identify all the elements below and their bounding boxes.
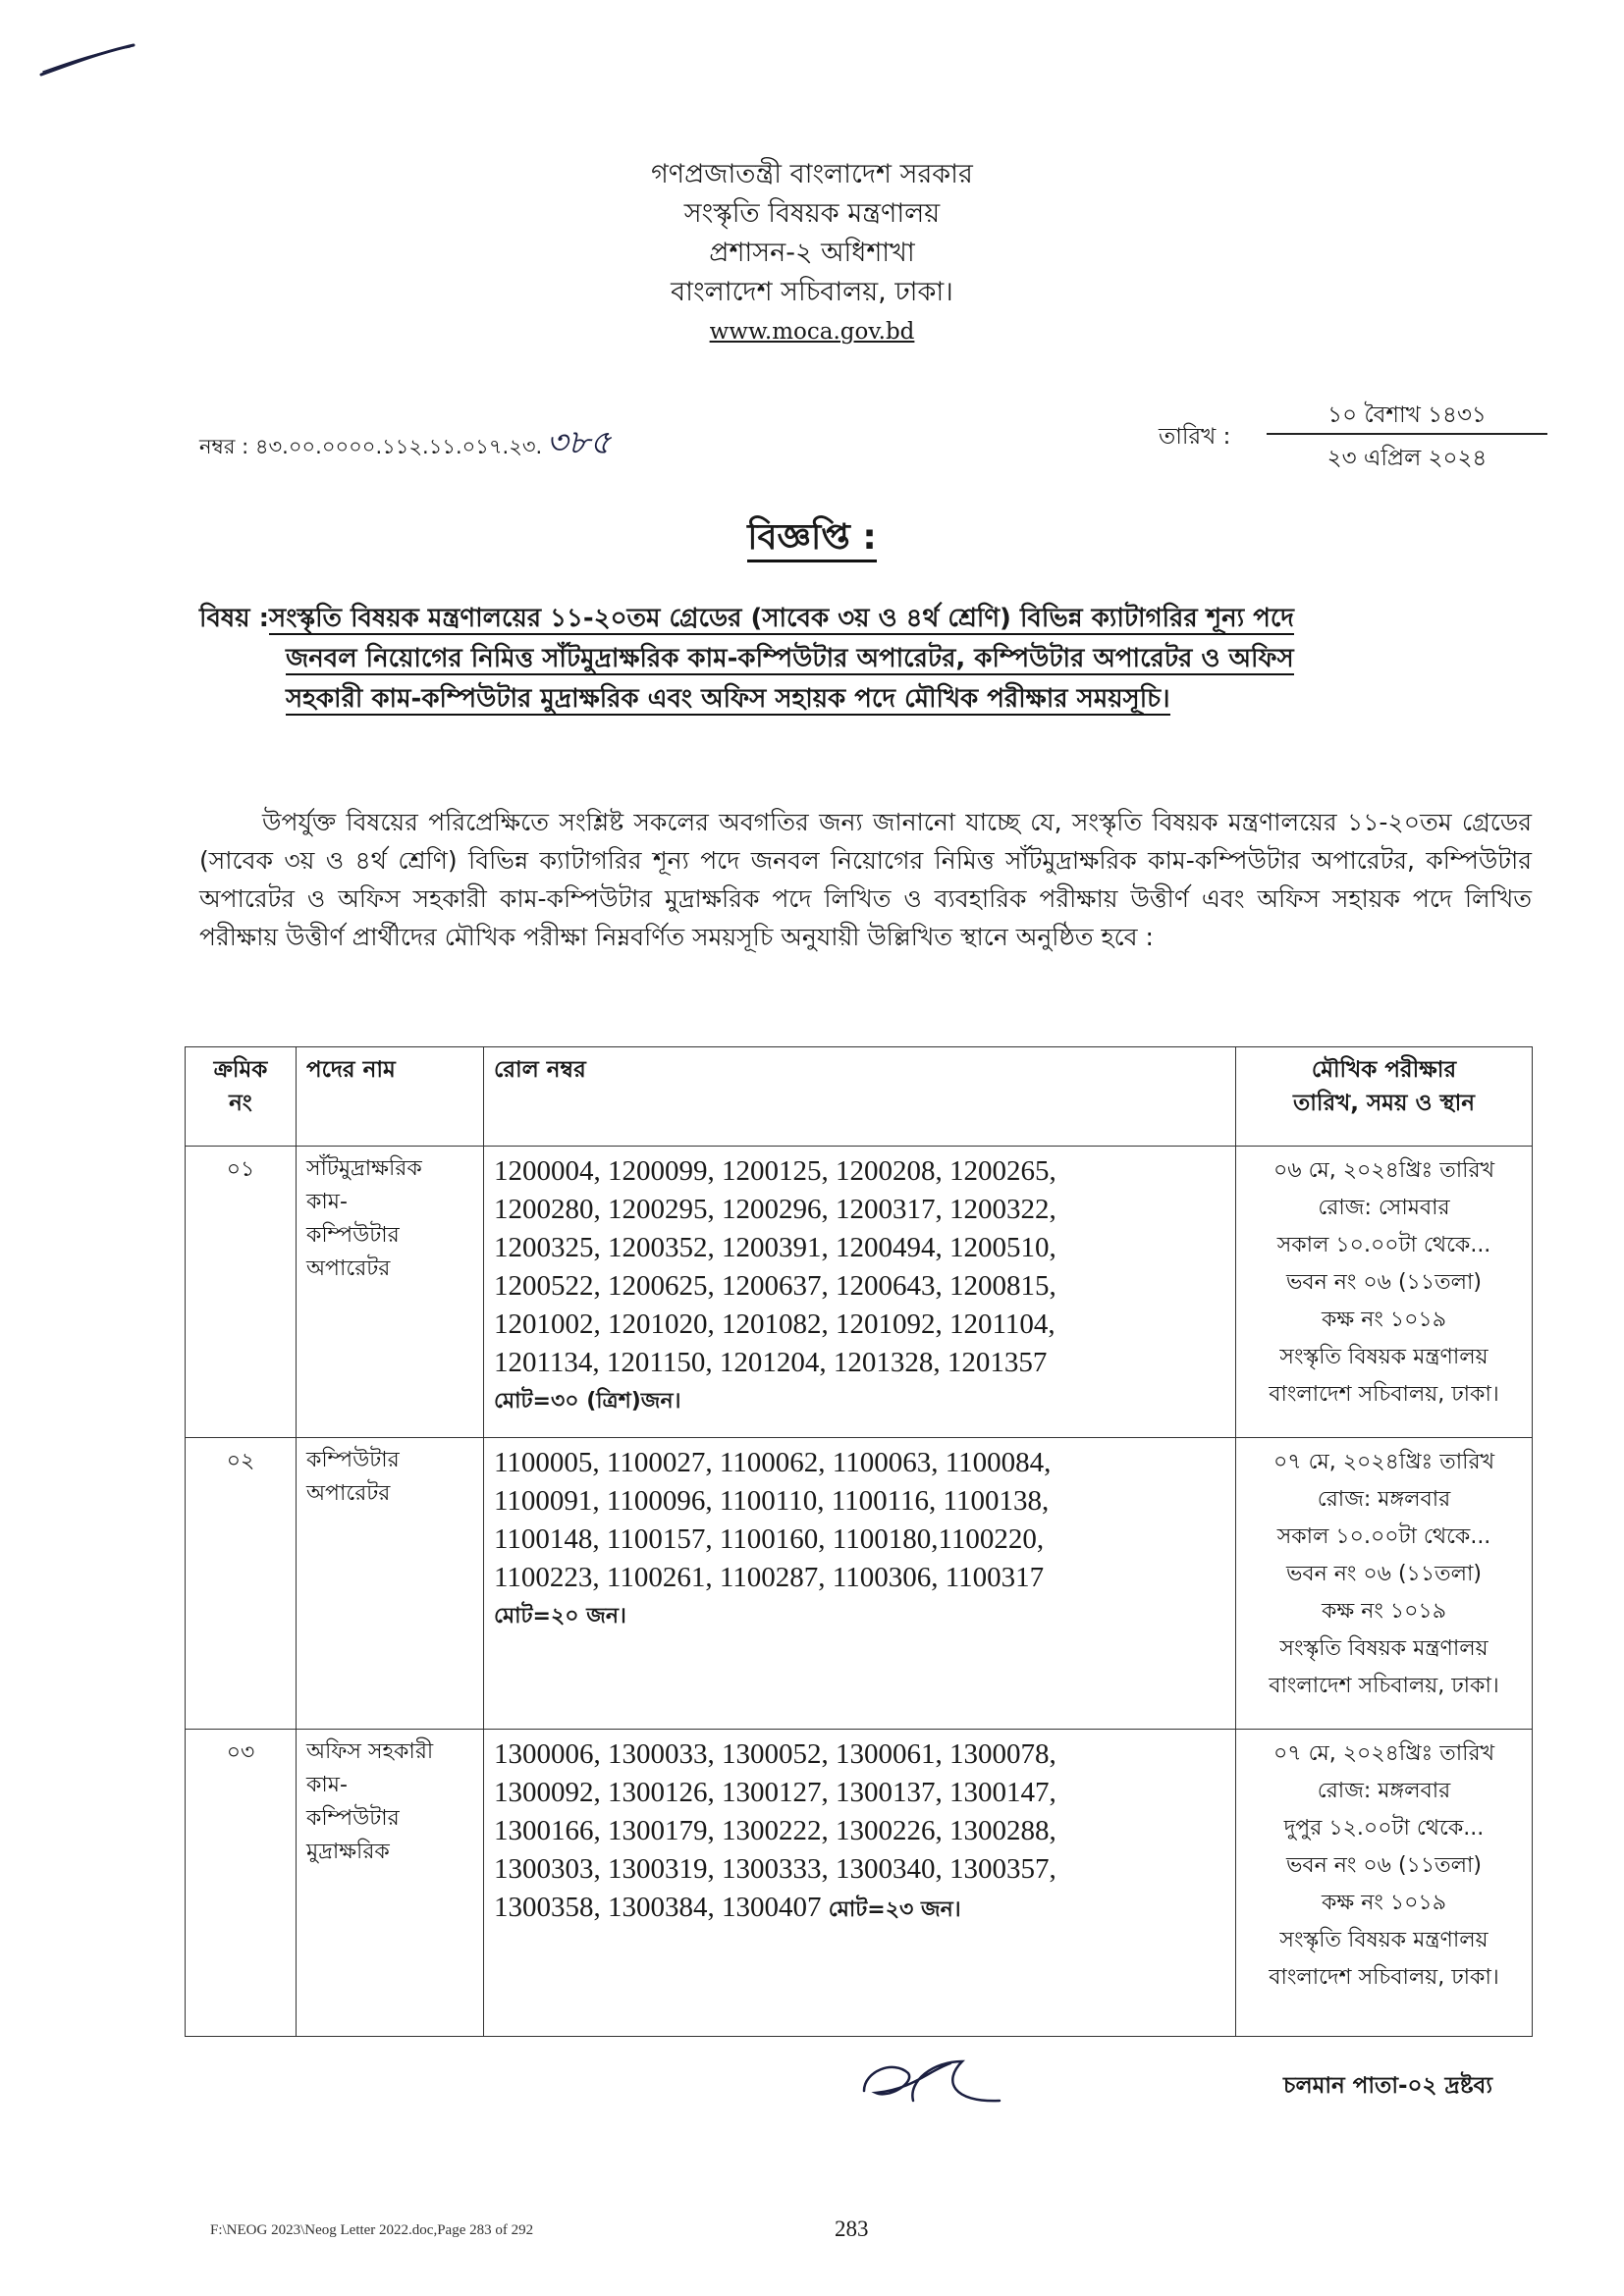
cell-post-line: সাঁটমুদ্রাক্ষরিক xyxy=(306,1156,422,1181)
viva-address: বাংলাদেশ সচিবালয়, ঢাকা। xyxy=(1269,1965,1499,1990)
schedule-table xyxy=(185,1046,1533,2037)
cell-post-line: মুদ্রাক্ষরিক xyxy=(306,1840,390,1864)
cell-post-line: অপারেটর xyxy=(306,1481,391,1506)
viva-date: ০৭ মে, ২০২৪খ্রিঃ তারিখ xyxy=(1272,1450,1495,1474)
viva-building: ভবন নং ০৬ (১১তলা) xyxy=(1286,1562,1482,1586)
viva-room: কক্ষ নং ১০১৯ xyxy=(1322,1308,1446,1332)
cell-rolls xyxy=(484,1438,1236,1730)
roll-line-last xyxy=(494,1889,1225,1929)
letterhead xyxy=(0,155,1624,351)
viva-date: ০৬ মে, ২০২৪খ্রিঃ তারিখ xyxy=(1272,1158,1495,1183)
cell-rolls xyxy=(484,1730,1236,2037)
memo-number xyxy=(199,417,611,473)
cell-viva xyxy=(1236,1147,1533,1438)
cell-post xyxy=(297,1730,484,2037)
date-label: তারিখ : xyxy=(1159,424,1231,450)
cell-serial: ০৩ xyxy=(186,1730,297,2037)
roll-line: 1100005, 1100027, 1100062, 1100063, 1100084, xyxy=(494,1447,1052,1478)
cell-post-line: কাম- xyxy=(306,1190,348,1214)
roll-line: 1300006, 1300033, 1300052, 1300061, 1300078, xyxy=(494,1738,1056,1770)
cell-serial: ০২ xyxy=(186,1438,297,1730)
page-number: 283 xyxy=(835,2216,869,2241)
roll-line: 1300166, 1300179, 1300222, 1300226, 1300288, xyxy=(494,1815,1056,1846)
table-row xyxy=(186,1438,1533,1730)
cell-viva xyxy=(1236,1730,1533,2037)
letterhead-website[interactable]: www.moca.gov.bd xyxy=(709,319,915,345)
memo-number-text: নম্বর : ৪৩.০০.০০০০.১১২.১১.০১৭.২৩. xyxy=(199,435,543,458)
header-viva xyxy=(1236,1047,1533,1147)
roll-line: 1100091, 1100096, 1100110, 1100116, 1100138, xyxy=(494,1485,1050,1517)
header-viva-line2: তারিখ, সময় ও স্থান xyxy=(1292,1091,1476,1116)
viva-room: কক্ষ নং ১০১৯ xyxy=(1322,1891,1446,1915)
roll-line: 1300092, 1300126, 1300127, 1300137, 1300147, xyxy=(494,1777,1056,1808)
roll-line: 1200325, 1200352, 1200391, 1200494, 1200510, xyxy=(494,1232,1056,1263)
cell-serial: ০১ xyxy=(186,1147,297,1438)
viva-ministry: সংস্কৃতি বিষয়ক মন্ত্রণালয় xyxy=(1279,1636,1489,1661)
roll-total: মোট=৩০ (ত্রিশ)জন। xyxy=(494,1389,681,1414)
cell-post-line: অফিস সহকারী xyxy=(306,1739,434,1764)
viva-ministry: সংস্কৃতি বিষয়ক মন্ত্রণালয় xyxy=(1279,1345,1489,1369)
subject-lead: বিষয় : xyxy=(199,604,270,633)
subject-block xyxy=(199,599,1532,720)
header-viva-line1: মৌখিক পরীক্ষার xyxy=(1311,1057,1457,1083)
notice-title xyxy=(0,510,1624,569)
viva-room: কক্ষ নং ১০১৯ xyxy=(1322,1599,1446,1624)
roll-total: মোট=২০ জন। xyxy=(494,1604,626,1629)
date-bangla: ১০ বৈশাখ ১৪৩১ xyxy=(1327,402,1487,428)
pen-mark-icon xyxy=(39,39,137,79)
viva-address: বাংলাদেশ সচিবালয়, ঢাকা। xyxy=(1269,1674,1499,1698)
signature-icon xyxy=(854,2052,1001,2110)
header-serial-line2: নং xyxy=(229,1091,252,1116)
cell-post xyxy=(297,1438,484,1730)
header-post: পদের নাম xyxy=(297,1047,484,1147)
roll-line: 1200004, 1200099, 1200125, 1200208, 1200265, xyxy=(494,1155,1056,1187)
viva-day: রোজ: সোমবার xyxy=(1318,1196,1450,1220)
cell-viva xyxy=(1236,1438,1533,1730)
letterhead-address: বাংলাদেশ সচিবালয়, ঢাকা। xyxy=(671,277,953,307)
roll-line: 1100223, 1100261, 1100287, 1100306, 1100317 xyxy=(494,1562,1045,1593)
table-row xyxy=(186,1730,1533,2037)
roll-line: 1300303, 1300319, 1300333, 1300340, 1300357, xyxy=(494,1853,1056,1885)
table-header-row xyxy=(186,1047,1533,1147)
subject-line-2: জনবল নিয়োগের নিমিত্ত সাঁটমুদ্রাক্ষরিক কাম-কম্পিউটার অপারেটর, কম্পিউটার অপারেটর ও অফিস xyxy=(286,644,1294,673)
roll-total: মোট=২৩ জন। xyxy=(828,1897,961,1922)
cell-post-line: কম্পিউটার xyxy=(306,1223,400,1248)
viva-date: ০৭ মে, ২০২৪খ্রিঃ তারিখ xyxy=(1272,1741,1495,1766)
subject-line-1: সংস্কৃতি বিষয়ক মন্ত্রণালয়ের ১১-২০তম গ্রেডের (সাবেক ৩য় ও ৪র্থ শ্রেণি) বিভিন্ন ক্যাটাগরির শূন্য পদে xyxy=(269,604,1294,633)
cell-post-line: কাম- xyxy=(306,1773,348,1797)
continued-note: চলমান পাতা-০২ দ্রষ্টব্য xyxy=(1283,2073,1492,2099)
viva-address: বাংলাদেশ সচিবালয়, ঢাকা। xyxy=(1269,1382,1499,1407)
cell-rolls xyxy=(484,1147,1236,1438)
roll-line: 1201002, 1201020, 1201082, 1201092, 1201104, xyxy=(494,1308,1056,1340)
cell-post xyxy=(297,1147,484,1438)
roll-line: 1201134, 1201150, 1201204, 1201328, 1201357 xyxy=(494,1347,1048,1378)
viva-building: ভবন নং ০৬ (১১তলা) xyxy=(1286,1853,1482,1878)
viva-ministry: সংস্কৃতি বিষয়ক মন্ত্রণালয় xyxy=(1279,1928,1489,1952)
roll-line: 1100148, 1100157, 1100160, 1100180,1100220, xyxy=(494,1523,1045,1555)
roll-line: 1300358, 1300384, 1300407 xyxy=(494,1892,822,1923)
viva-building: ভবন নং ০৬ (১১তলা) xyxy=(1286,1270,1482,1295)
table-row xyxy=(186,1147,1533,1438)
letterhead-ministry: সংস্কৃতি বিষয়ক মন্ত্রণালয় xyxy=(683,198,941,229)
header-roll: রোল নম্বর xyxy=(484,1047,1236,1147)
letterhead-govt: গণপ্রজাতন্ত্রী বাংলাদেশ সরকার xyxy=(651,159,973,189)
header-serial xyxy=(186,1047,297,1147)
cell-post-line: কম্পিউটার xyxy=(306,1806,400,1831)
viva-time: দুপুর ১২.০০টা থেকে... xyxy=(1283,1816,1485,1841)
date-english: ২৩ এপ্রিল ২০২৪ xyxy=(1326,446,1488,471)
memo-number-handwritten: ৩৮৫ xyxy=(546,423,612,462)
date-divider xyxy=(1267,433,1547,435)
letterhead-wing: প্রশাসন-২ অধিশাখা xyxy=(709,238,915,268)
viva-day: রোজ: মঙ্গলবার xyxy=(1317,1487,1451,1512)
cell-post-line: অপারেটর xyxy=(306,1256,391,1281)
subject-line-3: সহকারী কাম-কম্পিউটার মুদ্রাক্ষরিক এবং অফিস সহায়ক পদে মৌখিক পরীক্ষার সময়সূচি। xyxy=(286,684,1170,714)
body-paragraph: উপর্যুক্ত বিষয়ের পরিপ্রেক্ষিতে সংশ্লিষ্ট সকলের অবগতির জন্য জানানো যাচ্ছে যে, সংস্কৃতি বিষয়ক মন্ত্রণালয়ের ১১-২০তম গ্রেডের (সাবেক ৩য় ও ৪র্থ শ্রেণি) বিভিন্ন ক্যাটাগরির শূন্য পদে জনবল নিয়োগের নিমিত্ত সাঁটমুদ্রাক্ষরিক কাম-কম্পিউটার অপারেটর, কম্পিউটার অপারেটর ও অফিস সহকারী কাম-কম্পিউটার মুদ্রাক্ষরিক পদে লিখিত ও ব্যবহারিক পরীক্ষায় উত্তীর্ণ এবং অফিস সহায়ক পদে লিখিত পরীক্ষায় উত্তীর্ণ প্রার্থীদের মৌখিক পরীক্ষা নিম্নবর্ণিত সময়সূচি অনুযায়ী উল্লিখিত স্থানে অনুষ্ঠিত হবে : xyxy=(199,808,1532,951)
header-serial-line1: ক্রমিক xyxy=(213,1057,268,1083)
viva-day: রোজ: মঙ্গলবার xyxy=(1317,1779,1451,1803)
roll-line: 1200522, 1200625, 1200637, 1200643, 1200815, xyxy=(494,1270,1056,1302)
viva-time: সকাল ১০.০০টা থেকে... xyxy=(1276,1524,1491,1549)
notice-title-text: বিজ্ঞপ্তি : xyxy=(747,517,877,562)
footer-file-path: F:\NEOG 2023\Neog Letter 2022.doc,Page 283 of 292 xyxy=(210,2222,534,2238)
cell-post-line: কম্পিউটার xyxy=(306,1448,400,1472)
roll-line: 1200280, 1200295, 1200296, 1200317, 1200322, xyxy=(494,1194,1056,1225)
viva-time: সকাল ১০.০০টা থেকে... xyxy=(1276,1233,1491,1257)
